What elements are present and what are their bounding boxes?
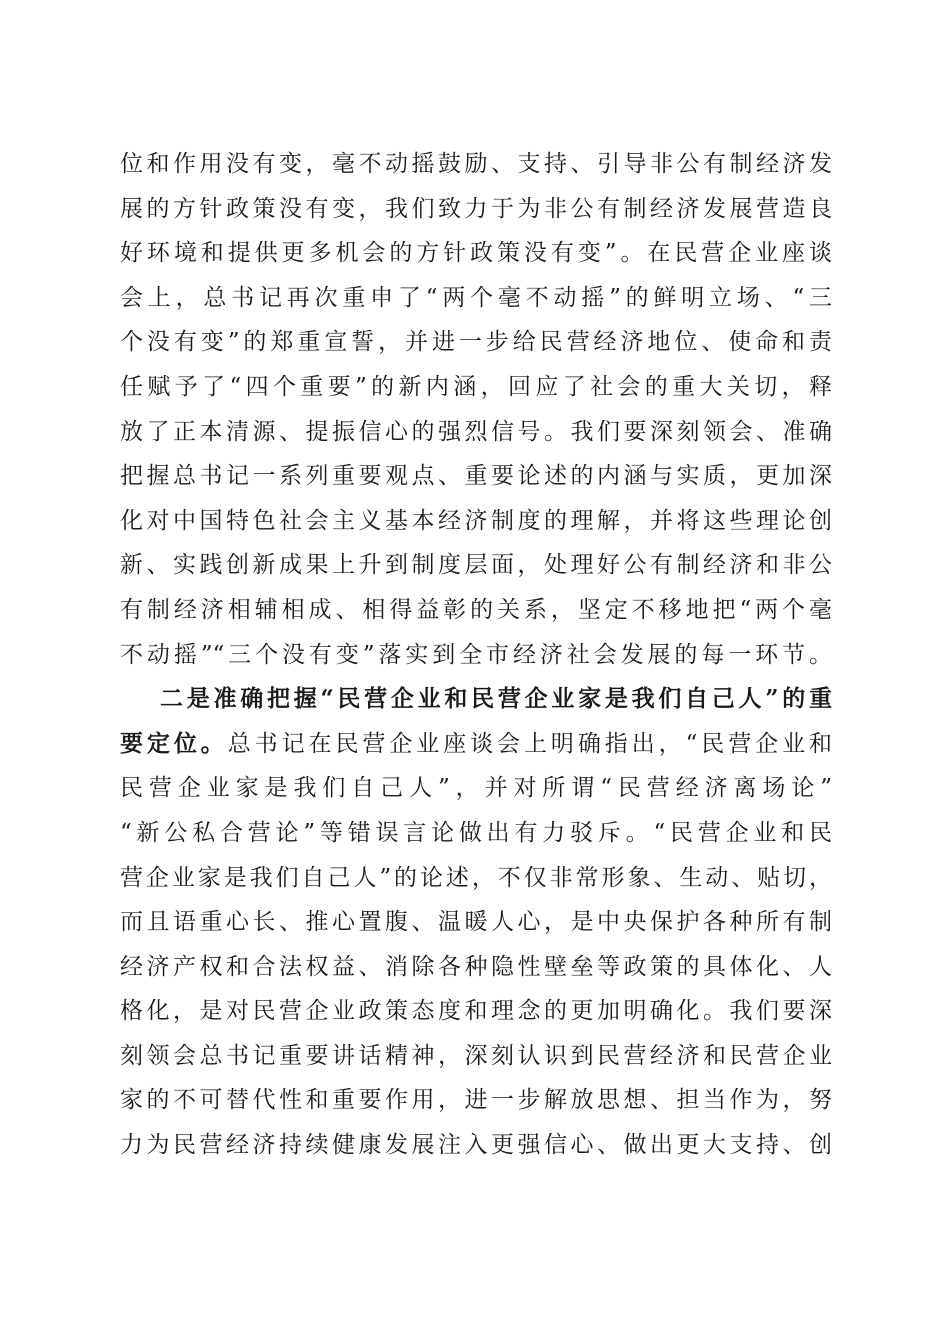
text-line: 新、实践创新成果上升到制度层面，处理好公有制经济和非公 <box>120 552 832 579</box>
document-body <box>120 142 832 1168</box>
paragraph-2 <box>120 677 832 1168</box>
text-line: 好环境和提供更多机会的方针政策没有变”。在民营企业座谈 <box>120 240 832 267</box>
text-line: 家的不可替代性和重要作用，进一步解放思想、担当作为，努 <box>120 1087 832 1114</box>
text-line: 任赋予了“四个重要”的新内涵，回应了社会的重大关切，释 <box>120 373 832 400</box>
text-line: 力为民营经济持续健康发展注入更强信心、做出更大支持、创 <box>120 1132 832 1159</box>
paragraph-1 <box>120 142 832 677</box>
text-line: 个没有变”的郑重宣誓，并进一步给民营经济地位、使命和责 <box>120 329 832 356</box>
text-line: 经济产权和合法权益、消除各种隐性壁垒等政策的具体化、人 <box>120 953 832 980</box>
text-line: 会上，总书记再次重申了“两个毫不动摇”的鲜明立场、“三 <box>120 284 832 311</box>
text-line: 把握总书记一系列重要观点、重要论述的内涵与实质，更加深 <box>120 463 832 490</box>
text-line: 位和作用没有变，毫不动摇鼓励、支持、引导非公有制经济发 <box>120 151 832 177</box>
text-line: 不动摇”“三个没有变”落实到全市经济社会发展的每一环节。 <box>120 641 832 668</box>
text-line: 放了正本清源、提振信心的强烈信号。我们要深刻领会、准确 <box>120 418 832 445</box>
text-span: 总书记在民营企业座谈会上明确指出，“民营企业和 <box>227 730 832 757</box>
text-line: 化对中国特色社会主义基本经济制度的理解，并将这些理论创 <box>120 507 832 534</box>
text-line: “新公私合营论”等错误言论做出有力驳斥。“民营企业和民 <box>120 819 832 846</box>
text-line: 营企业家是我们自己人”的论述，不仅非常形象、生动、贴切， <box>120 864 832 891</box>
text-line: 而且语重心长、推心置腹、温暖人心，是中央保护各种所有制 <box>120 909 832 936</box>
section-heading-line: 二是准确把握“民营企业和民营企业家是我们自己人”的重 <box>160 685 832 713</box>
text-line <box>120 722 832 767</box>
text-line: 格化，是对民营企业政策态度和理念的更加明确化。我们要深 <box>120 998 832 1025</box>
text-line: 刻领会总书记重要讲话精神，深刻认识到民营经济和民营企业 <box>120 1042 832 1069</box>
text-line: 展的方针政策没有变，我们致力于为非公有制经济发展营造良 <box>120 195 832 222</box>
text-line: 有制经济相辅相成、相得益彰的关系，坚定不移地把“两个毫 <box>120 596 832 623</box>
text-line: 民营企业家是我们自己人”，并对所谓“民营经济离场论” <box>120 775 832 802</box>
section-heading-end: 要定位。 <box>120 729 228 757</box>
